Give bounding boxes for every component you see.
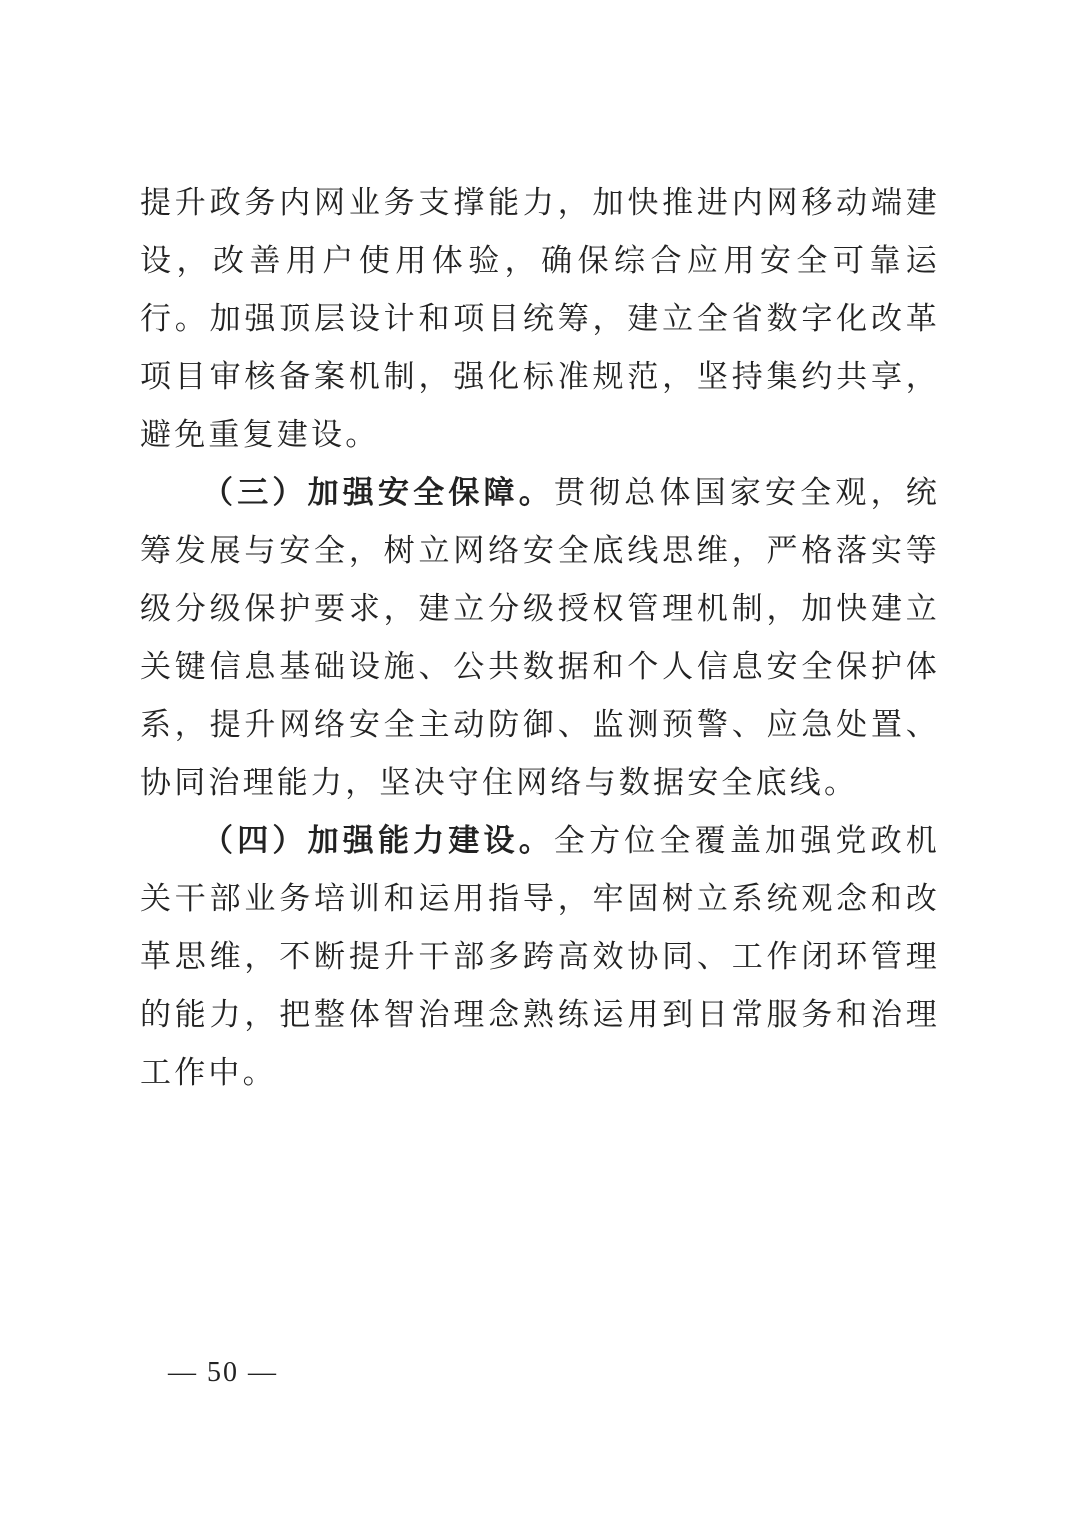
paragraph-security <box>140 464 940 812</box>
paragraph-continuation <box>140 174 940 464</box>
page-number: — 50 — <box>168 1357 278 1388</box>
paragraph-text: 全方位全覆盖加强党政机关干部业务培训和运用指导，牢固树立系统观念和改革思维，不断提升干部多跨高效协同、工作闭环管理的能力，把整体智治理念熟练运用到日常服务和治理工作中。 <box>140 823 941 1091</box>
paragraph-capability <box>140 812 940 1102</box>
document-body <box>140 174 940 1102</box>
section-heading: （三）加强安全保障。 <box>202 475 554 511</box>
paragraph-text: 贯彻总体国家安全观，统筹发展与安全，树立网络安全底线思维，严格落实等级分级保护要求，建立分级授权管理机制，加快建立关键信息基础设施、公共数据和个人信息安全保护体系，提升网络安全主动防御、监测预警、应急处置、协同治理能力，坚决守住网络与数据安全底线。 <box>140 475 941 801</box>
paragraph-text: 提升政务内网业务支撑能力，加快推进内网移动端建设，改善用户使用体验，确保综合应用安全可靠运行。加强顶层设计和项目统筹，建立全省数字化改革项目审核备案机制，强化标准规范，坚持集约共享，避免重复建设。 <box>140 185 940 453</box>
section-heading: （四）加强能力建设。 <box>202 823 554 859</box>
